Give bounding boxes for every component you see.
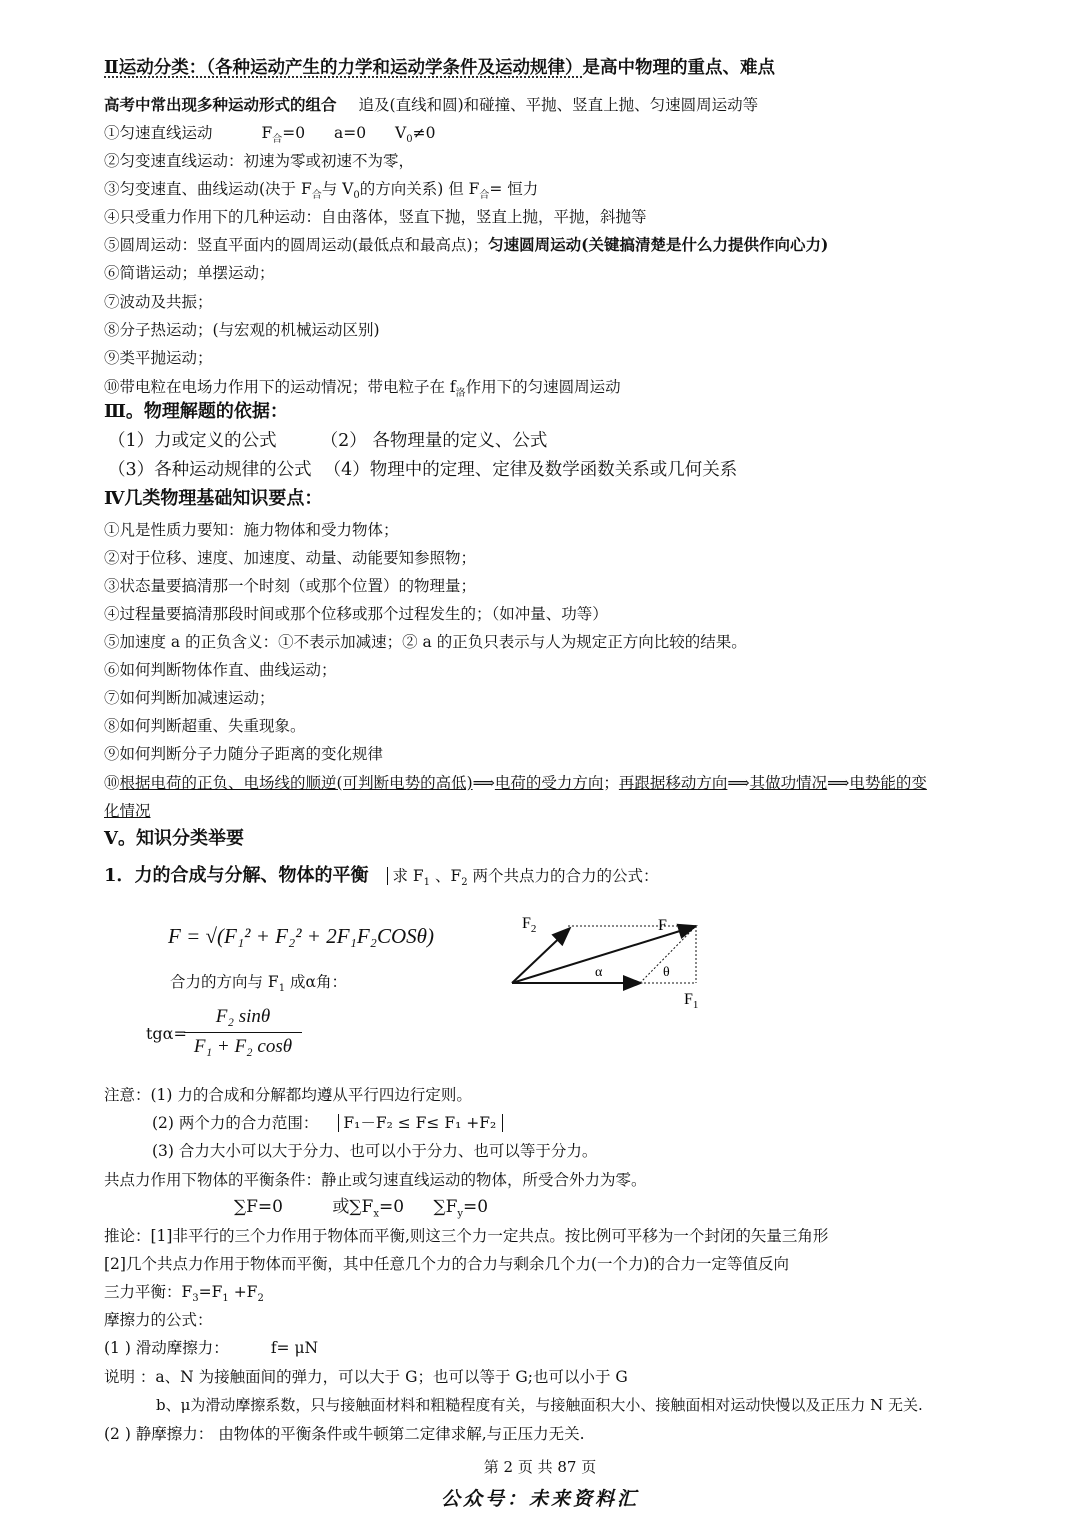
force-parallelogram-diagram <box>500 908 720 1018</box>
resultant-force-formula: F = √(F₁² + F₂² + 2F₁F₂COSθ) <box>168 924 434 948</box>
knowledge-item: ④过程量要搞清那段时间或那个位移或那个过程发生的；（如冲量、功等） <box>104 605 608 623</box>
friction-title: 摩擦力的公式： <box>104 1311 213 1329</box>
knowledge-item: ⑧如何判断超重、失重现象。 <box>104 717 306 735</box>
section-3-title: Ⅲ。物理解题的依据： <box>104 401 288 422</box>
knowledge-item: ⑥如何判断物体作直、曲线运动； <box>104 661 337 679</box>
basis-line-1: （1）力或定义的公式 （2） 各物理量的定义、公式 <box>108 431 548 451</box>
item-uniform-accel: ②匀变速直线运动：初速为零或初速不为零， <box>104 152 415 170</box>
section-5-title: V。知识分类举要 <box>104 828 244 849</box>
combo-line: 高考中常出现多种运动形式的组合 追及(直线和圆)和碰撞、平抛、竖直上抛、匀速圆周运动等 <box>104 95 759 114</box>
note-3: (3) 合力大小可以大于分力、也可以小于分力、也可以等于分力。 <box>152 1142 598 1160</box>
f2-label: $F_2$ <box>522 915 537 935</box>
inference-1: 推论：[1]非平行的三个力作用于物体而平衡,则这三个力一定共点。按比例可平移为一个封闭的矢量三角形 <box>104 1227 829 1245</box>
item-charged: ⑩带电粒在电场力作用下的运动情况；带电粒子在 $f_洛$作用下的匀速圆周运动 <box>104 378 621 400</box>
note-1: 注意：(1) 力的合成和分解都均遵从平行四边行定则。 <box>104 1086 472 1104</box>
item-shm: ⑥简谐运动；单摆运动； <box>104 264 275 282</box>
note-2: (2) 两个力的合力范围： F₁－F₂ ≤ F≤ F₁ +F₂ <box>152 1113 503 1133</box>
knowledge-item: ⑦如何判断加减速运动； <box>104 689 275 707</box>
tg-denominator: F₁ + F₂ cosθ <box>193 1036 293 1057</box>
explanation-a: 说明 ：a、N 为接触面间的弹力，可以大于 G；也可以等于 G;也可以小于 G <box>104 1368 628 1386</box>
alpha-label: α <box>595 965 603 980</box>
item-circular: ⑤圆周运动：竖直平面内的圆周运动(最低点和最高点)；匀速圆周运动(关键搞清楚是什么力提供作向心力) <box>104 235 829 254</box>
tg-numerator: F₂ sinθ <box>184 1006 302 1033</box>
item-wave: ⑦波动及共振； <box>104 293 213 311</box>
section-2-title: Ⅱ运动分类：（各种运动产生的力学和运动学条件及运动规律）是高中物理的重点、难点 <box>104 58 775 78</box>
three-force-equilibrium: 三力平衡：$F_3=F_1 +F_2$ <box>104 1283 264 1305</box>
knowledge-item: ⑨如何判断分子力随分子距离的变化规律 <box>104 745 384 763</box>
equilibrium-condition: 共点力作用下物体的平衡条件：静止或匀速直线运动的物体，所受合外力为零。 <box>104 1171 647 1189</box>
item-gravity: ④只受重力作用下的几种运动：自由落体，竖直下抛，竖直上抛，平抛，斜抛等 <box>104 208 647 226</box>
knowledge-item: ③状态量要搞清那一个时刻（或那个位置）的物理量； <box>104 577 477 595</box>
knowledge-item-charge-chain-cont: 化情况 <box>104 802 151 820</box>
static-friction: (2 ) 静摩擦力： 由物体的平衡条件或牛顿第二定律求解,与正压力无关. <box>104 1425 585 1443</box>
topic-1-heading: 1．力的合成与分解、物体的平衡 求 $F_1$ 、$F_2$ 两个共点力的合力的公式： <box>104 865 659 889</box>
inference-2: [2]几个共点力作用于物体而平衡，其中任意几个力的合力与剩余几个力(一个力)的合力一定等值反向 <box>104 1255 790 1273</box>
item-projectile: ⑨类平抛运动； <box>104 349 213 367</box>
sliding-friction: (1 ) 滑动摩擦力： f= μN <box>104 1339 319 1357</box>
f1-label: $F_1$ <box>684 991 699 1011</box>
explanation-b: b、μ为滑动摩擦系数，只与接触面材料和粗糙程度有关，与接触面积大小、接触面相对运动快慢以及正压力 N 无关. <box>156 1396 923 1414</box>
f-label: F <box>658 917 667 934</box>
item-uniform-linear: ①匀速直线运动 $F_合=0$ a=0 $V_0\ne 0$ <box>104 124 436 146</box>
knowledge-item: ②对于位移、速度、加速度、动量、动能要知参照物； <box>104 549 477 567</box>
tg-label: tgα= <box>146 1024 187 1043</box>
theta-label: θ <box>663 965 670 980</box>
basis-line-2: （3）各种运动规律的公式 （4）物理中的定理、定律及数学函数关系或几何关系 <box>108 460 738 480</box>
brand-watermark: 公众号：未来资料汇 <box>440 1488 639 1510</box>
knowledge-item-charge-chain: ⑩根据电荷的正负、电场线的顺逆(可判断电势的高低)⟹电荷的受力方向；再跟据移动方向⟹其做功情况⟹电势能的变 <box>104 774 927 792</box>
tg-fraction <box>184 1006 302 1058</box>
item-curve-motion: ③匀变速直、曲线运动(决于 $F_合$与 $V_0$的方向关系) 但 $F_合=$ 恒力 <box>104 180 539 202</box>
knowledge-item: ①凡是性质力要知：施力物体和受力物体； <box>104 521 399 539</box>
direction-text: 合力的方向与 $F_1$ 成α角： <box>170 973 347 995</box>
equilibrium-equations: ∑F=0 或$\sum F_x=0$ $\sum F_y=0$ <box>234 1197 489 1220</box>
knowledge-item: ⑤加速度 a 的正负含义：①不表示加减速；② a 的正负只表示与人为规定正方向比较的结果。 <box>104 633 747 651</box>
item-thermal: ⑧分子热运动；(与宏观的机械运动区别) <box>104 321 380 339</box>
section-4-title: Ⅳ几类物理基础知识要点： <box>104 488 323 509</box>
page-number: 第 2 页 共 87 页 <box>483 1458 597 1476</box>
